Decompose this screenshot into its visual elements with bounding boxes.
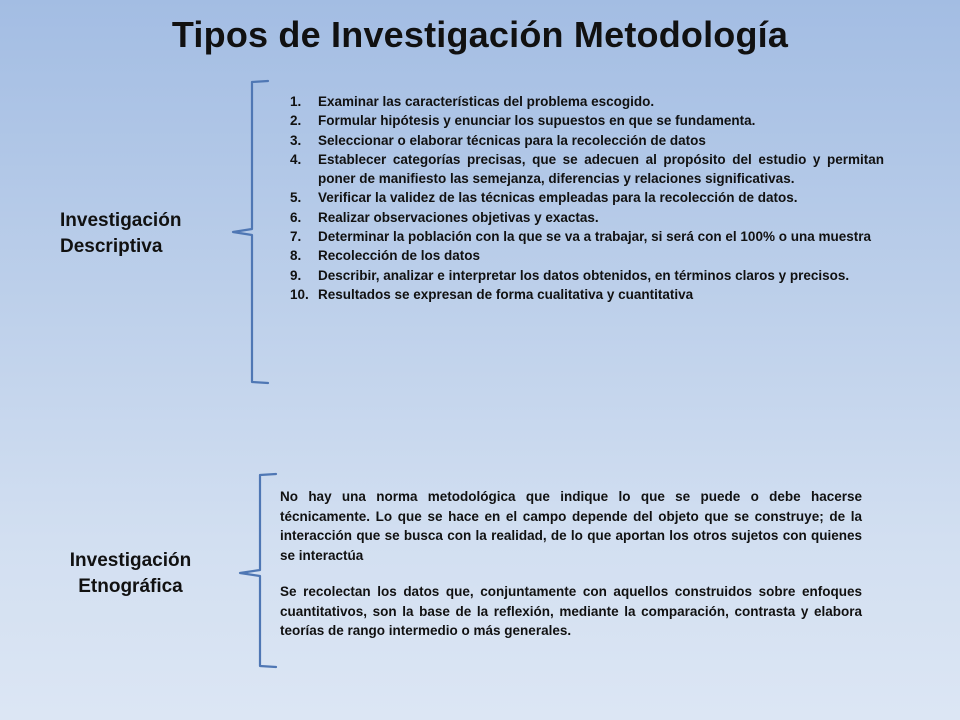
list-item-text: Recolección de los datos bbox=[318, 248, 481, 264]
label-line-1: Investigación bbox=[69, 550, 192, 571]
list-item-text: Examinar las características del problema escogido. bbox=[318, 94, 655, 109]
list-item-number: 7. bbox=[290, 229, 302, 245]
list-item-number: 1. bbox=[290, 94, 302, 109]
label-line-2: Etnográfica bbox=[78, 576, 183, 597]
list-item-text: Resultados se expresan de forma cualitativa y cuantitativa bbox=[318, 286, 694, 302]
list-item-number: 9. bbox=[290, 267, 302, 283]
list-item-text: Realizar observaciones objetivas y exactas. bbox=[318, 209, 599, 225]
list-item-number: 4. bbox=[290, 151, 302, 167]
label-line-1: Investigación bbox=[60, 210, 182, 231]
list-item-number: 5. bbox=[290, 190, 302, 206]
list-item-text: Establecer categorías precisas, que se adecuen al propósito del estudio y permitan poner de manifiesto las semejanza, diferencias y relaciones significativas. bbox=[318, 151, 884, 187]
list-item-number: 2. bbox=[290, 113, 302, 129]
list-item-number: 10. bbox=[290, 286, 309, 302]
page-title: Tipos de Investigación Metodología bbox=[171, 14, 789, 55]
list-item-number: 3. bbox=[290, 132, 302, 148]
list-item-text: Formular hipótesis y enunciar los supuestos en que se fundamenta. bbox=[318, 113, 756, 129]
list-item-number: 6. bbox=[290, 209, 302, 225]
list-item-text: Determinar la población con la que se va a trabajar, si será con el 100% o una muestra bbox=[318, 229, 871, 245]
list-item-text: Seleccionar o elaborar técnicas para la recolección de datos bbox=[318, 132, 706, 148]
list-item-number: 8. bbox=[290, 248, 302, 264]
list-item-text: Describir, analizar e interpretar los datos obtenidos, en términos claros y precisos. bbox=[318, 267, 850, 283]
etnografica-paragraph-2: Se recolectan los datos que, conjuntamente con aquellos construidos sobre enfoques cuantitativos, son la base de la reflexión, mediante la comparación, contrasta y elabora teorías de rango intermedio o más generales. bbox=[280, 584, 862, 638]
etnografica-paragraph-1: No hay una norma metodológica que indique lo que se puede o debe hacerse técnicamente. Lo que se hace en el campo depende del objeto que se construye; de la interacción que se busca con la realidad, de lo que aportan los otros sujetos con quienes se interactúa bbox=[280, 489, 862, 563]
label-line-2: Descriptiva bbox=[60, 236, 163, 257]
list-item-text: Verificar la validez de las técnicas empleadas para la recolección de datos. bbox=[318, 190, 798, 206]
